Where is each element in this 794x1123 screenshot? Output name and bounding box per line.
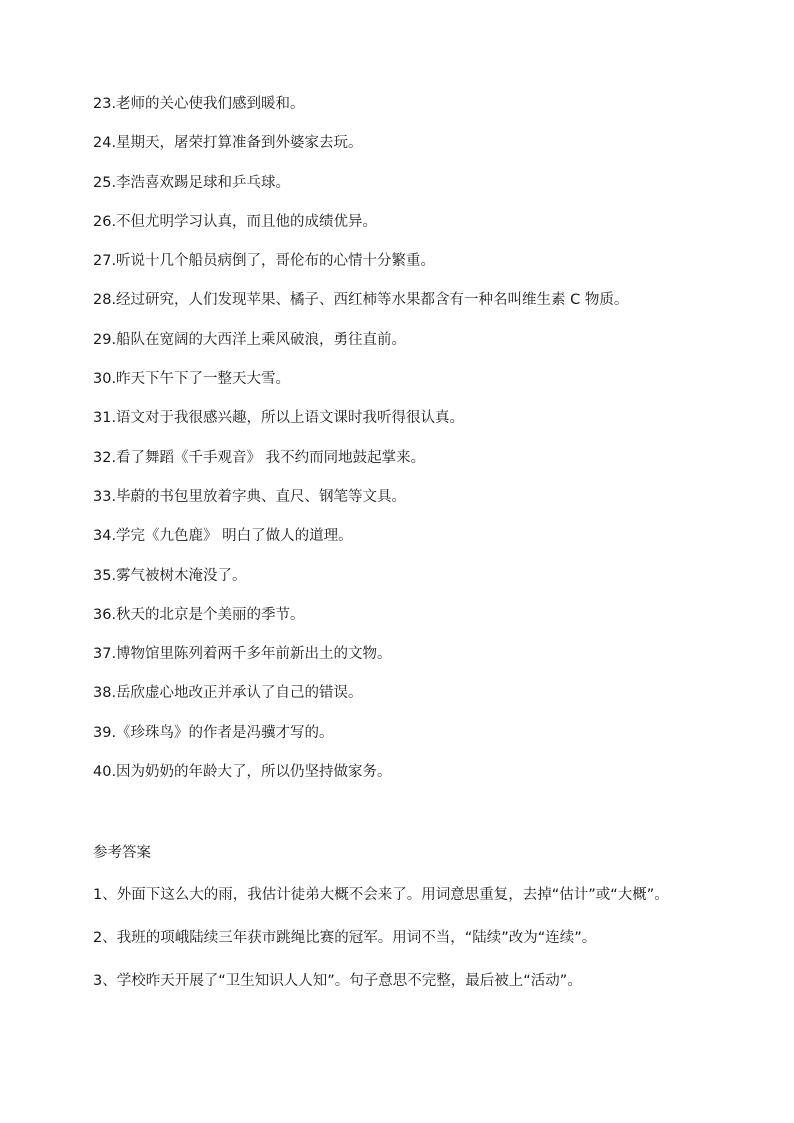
question-item-29: 29.船队在宽阔的大西洋上乘风破浪，勇往直前。 bbox=[93, 331, 407, 348]
question-item-24: 24.星期天，屠荣打算准备到外婆家去玩。 bbox=[93, 135, 363, 152]
question-item-34: 34.学完《九色鹿》 明白了做人的道理。 bbox=[93, 528, 353, 545]
question-item-26: 26.不但尤明学习认真，而且他的成绩优异。 bbox=[93, 213, 378, 230]
question-item-32: 32.看了舞蹈《千手观音》 我不约而同地鼓起掌来。 bbox=[93, 449, 426, 466]
answer-item-3: 3、学校昨天开展了“卫生知识人人知”。句子意思不完整，最后被上“活动”。 bbox=[93, 973, 582, 989]
question-item-38: 38.岳欣虚心地改正并承认了自己的错误。 bbox=[93, 685, 363, 702]
question-item-31: 31.语文对于我很感兴趣，所以上语文课时我听得很认真。 bbox=[93, 410, 465, 427]
answer-section-title: 参考答案 bbox=[93, 845, 151, 861]
question-item-40: 40.因为奶奶的年龄大了，所以仍坚持做家务。 bbox=[93, 764, 392, 781]
question-item-37: 37.博物馆里陈列着两千多年前新出土的文物。 bbox=[93, 646, 392, 663]
question-item-28: 28.经过研究，人们发现苹果、橘子、西红柿等水果都含有一种名叫维生素 C 物质。 bbox=[93, 292, 629, 309]
question-item-30: 30.昨天下午下了一整天大雪。 bbox=[93, 371, 291, 388]
question-item-39: 39.《珍珠鸟》的作者是冯骥才写的。 bbox=[93, 724, 334, 741]
question-list bbox=[93, 94, 713, 801]
question-item-23: 23.老师的关心使我们感到暖和。 bbox=[93, 96, 305, 112]
question-item-27: 27.听说十几个船员病倒了，哥伦布的心情十分繁重。 bbox=[93, 253, 436, 270]
question-item-35: 35.雾气被树木淹没了。 bbox=[93, 567, 247, 584]
answer-item-1: 1、外面下这么大的雨，我估计徒弟大概不会来了。用词意思重复，去掉“估计”或“大概”。 bbox=[93, 887, 669, 903]
question-item-36: 36.秋天的北京是个美丽的季节。 bbox=[93, 606, 305, 623]
answer-section bbox=[93, 843, 705, 1011]
question-item-25: 25.李浩喜欢踢足球和乒乓球。 bbox=[93, 174, 291, 191]
question-item-33: 33.毕蔚的书包里放着字典、直尺、钢笔等文具。 bbox=[93, 488, 407, 505]
answer-item-2: 2、我班的项峨陆续三年获市跳绳比赛的冠军。用词不当，“陆续”改为“连续”。 bbox=[93, 930, 597, 946]
